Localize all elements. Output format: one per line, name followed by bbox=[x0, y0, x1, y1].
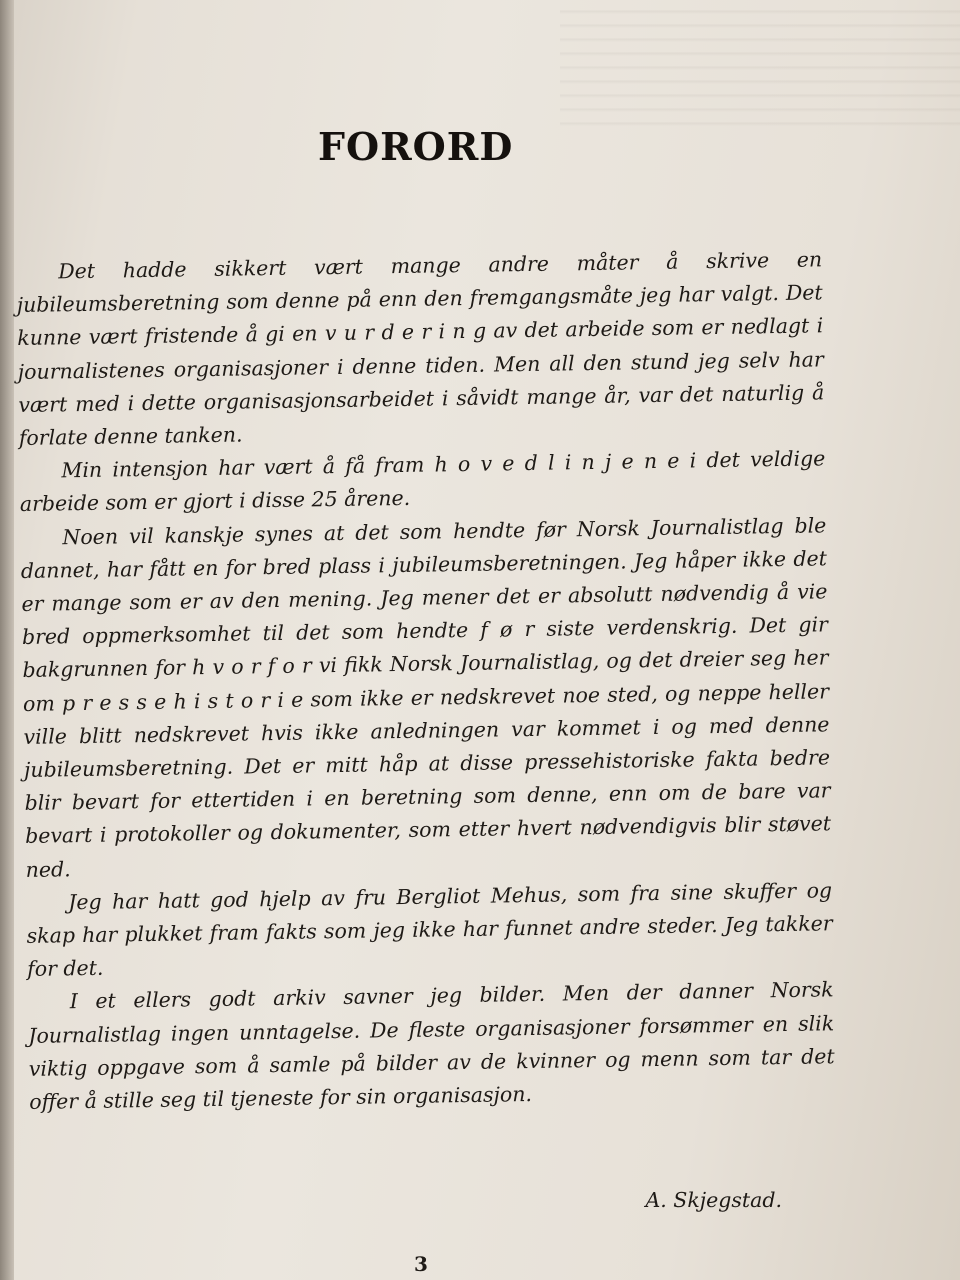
paragraph-4: Jeg har hatt god hjelp av fru Bergliot Mehus, som fra sine skuffer og skap har plukket fram fakts som jeg ikke har funnet andre steder. Jeg takker for det. bbox=[26, 878, 833, 982]
signature: A. Skjegstad. bbox=[645, 1188, 782, 1212]
paragraph-3: Noen vil kanskje synes at det som hendte før Norsk Journalistlag ble dannet, har fått en for bred plass i jubileumsberetningen. Jeg håper ikke det er mange som er av den mening. Jeg mener det er absolutt nødvendig å vie bred oppmerksomhet til det som hendte f ø r siste verdenskrig. Det gir bakgrunnen for h v o r f o r vi fikk Norsk Journalistlag, og det dreier seg her om p r e s s e h i s t o r i e som ikke er nedskrevet noe sted, og neppe heller ville blitt nedskrevet hvis ikke anledningen var kommet i og med denne jubileumsberetning. Det er mitt håp at disse pressehistoriske fakta bedre blir bevart for ettertiden i en beretning som denne, enn om de bare var bevart i protokoller og dokumenter, som etter hvert nødvendigvis blir støvet ned. bbox=[20, 512, 832, 882]
show-through-text bbox=[560, 0, 960, 130]
paragraph-5: I et ellers godt arkiv savner jeg bilder. Men der danner Norsk Journalistlag ingen unntagelse. De fleste organisasjoner forsømmer en slik viktig oppgave som å samle på bilder av de kvinner og menn som tar det offer å stille seg til tjeneste for sin organisasjon. bbox=[28, 977, 835, 1114]
paragraph-2: Min intensjon har vært å få fram h o v e d l i n j e n e i det veldige arbeide som er gjort i disse 25 årene. bbox=[19, 446, 826, 517]
book-gutter-shadow bbox=[0, 0, 14, 1280]
page-number: 3 bbox=[414, 1252, 428, 1276]
foreword-body bbox=[16, 243, 835, 1119]
paragraph-1: Det hadde sikkert vært mange andre måter å skrive en jubileumsberetning som denne på enn den fremgangsmåte jeg har valgt. Det kunne vært fristende å gi en v u r d e r i n g av det arbeide som er nedlagt i journalistenes organisasjoner i denne tiden. Men all den stund jeg selv har vært med i dette organisasjonsarbeidet i såvidt mange år, var det naturlig å forlate denne tanken. bbox=[16, 247, 825, 450]
page-title: FORORD bbox=[318, 124, 514, 169]
